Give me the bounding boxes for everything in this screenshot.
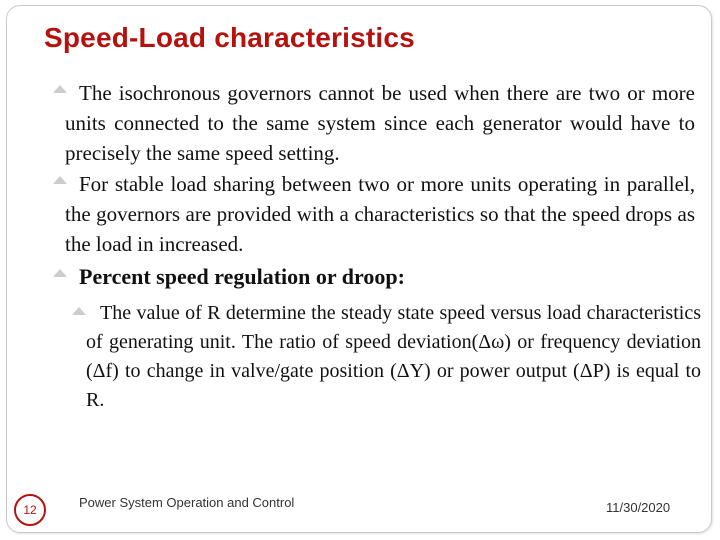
bullet-triangle-icon — [72, 307, 86, 315]
bullet-triangle-icon — [53, 269, 67, 277]
sub-bullet-value-of-r — [70, 299, 701, 415]
bullet-text: For stable load sharing between two or more units operating in parallel, the governors are provided with a characteristics so that the speed drops as the load in increased. — [65, 172, 695, 256]
bullet-text: The isochronous governors cannot be used when there are two or more units connected to the same system since each generator would have to precisely the same speed setting. — [65, 81, 695, 165]
bullet-text: The value of R determine the steady state speed versus load characteristics of generating unit. The ratio of speed deviation(Δω) or frequency deviation (Δf) to change in valve/gate position (ΔY) or power output (ΔP) is equal to R. — [86, 302, 701, 411]
bullet-load-sharing — [55, 169, 695, 259]
bullet-text: Percent speed regulation or droop: — [79, 264, 405, 289]
bullet-isochronous — [55, 78, 695, 168]
footer-course-title: Power System Operation and Control — [79, 495, 295, 510]
bullet-triangle-icon — [53, 85, 67, 93]
bullet-triangle-icon — [53, 176, 67, 184]
page-number-badge — [14, 494, 46, 526]
footer-date: 11/30/2020 — [606, 500, 671, 515]
bullet-droop-heading — [55, 262, 695, 292]
slide-title: Speed-Load characteristics — [44, 22, 415, 53]
page-number: 12 — [23, 503, 37, 517]
